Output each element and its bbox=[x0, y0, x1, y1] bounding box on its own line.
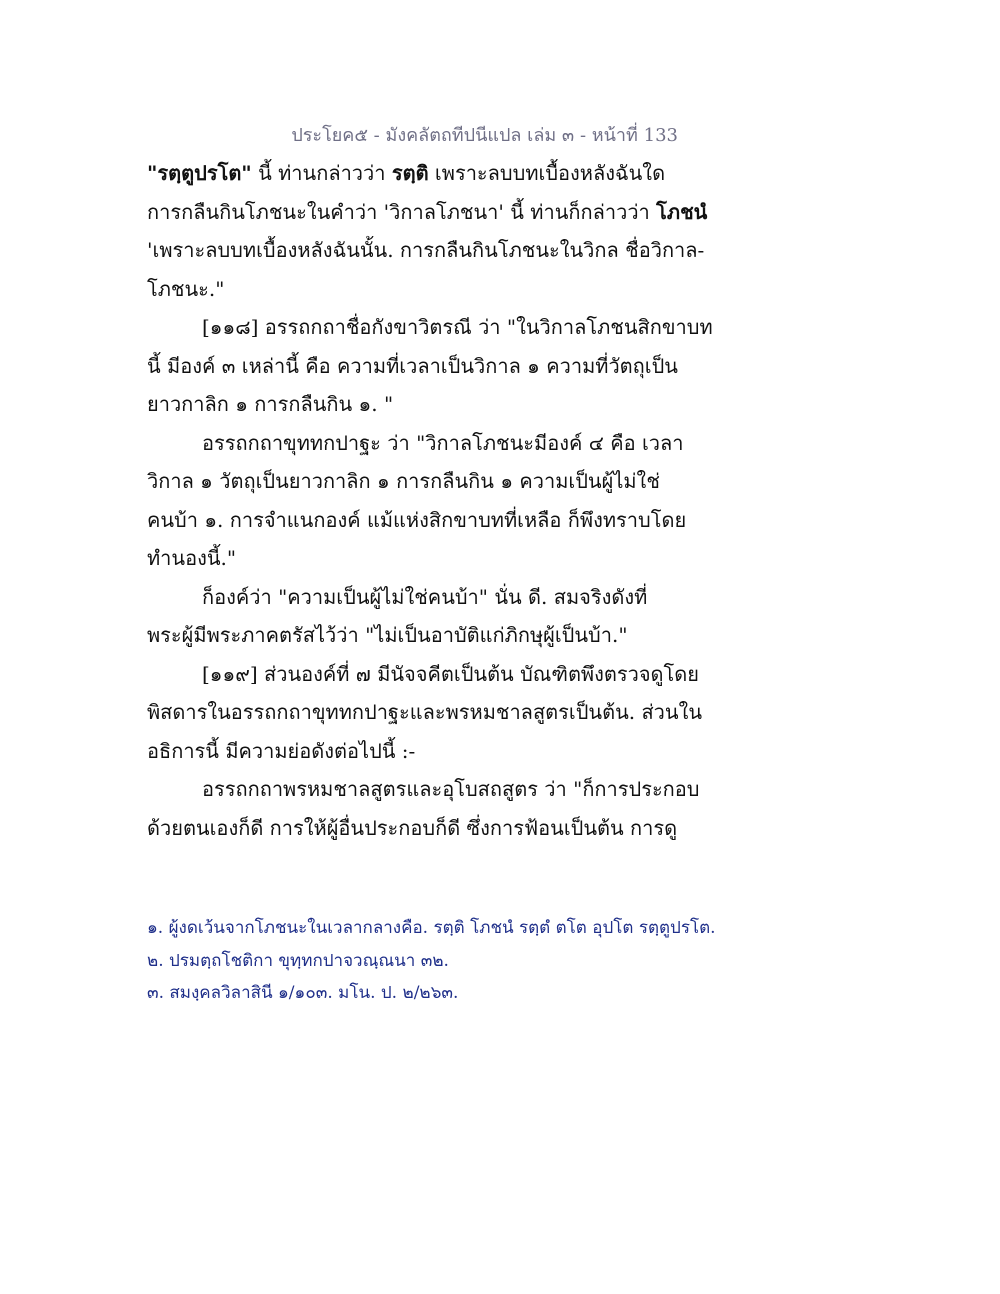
text-segment: นี้ ท่านกล่าวว่า bbox=[251, 161, 392, 185]
text-segment: การกลืนกินโภชนะในคำว่า 'วิกาลโภชนา' นี้ ท่านก็กล่าวว่า bbox=[147, 199, 657, 224]
paragraph-1-line-1 bbox=[147, 154, 707, 193]
footnotes bbox=[147, 912, 787, 1010]
paragraph-1-line-3: 'เพราะลบบทเบื้องหลังฉันนั้น. การกลืนกินโภชนะในวิกล ชื่อวิกาล- bbox=[147, 238, 705, 262]
body-text bbox=[147, 154, 713, 847]
term-bhojanam: โภชนํ bbox=[656, 199, 708, 224]
paragraph-6 bbox=[147, 770, 707, 809]
paragraph-4-cont bbox=[147, 616, 707, 655]
paragraph-3-line-3: คนบ้า ๑. การจำแนกองค์ แม้แห่งสิกขาบทที่เหลือ ก็พึงทราบโดย bbox=[147, 507, 687, 532]
paragraph-6-line-2: ด้วยตนเองก็ดี การให้ผู้อื่นประกอบก็ดี ซึ่งการฟ้อนเป็นต้น การดู bbox=[147, 815, 678, 840]
paragraph-2-cont bbox=[147, 347, 707, 424]
paragraph-1-line-4: โภชนะ." bbox=[147, 276, 225, 301]
paragraph-6-cont bbox=[147, 809, 707, 848]
paragraph-4 bbox=[147, 578, 707, 617]
paragraph-2-line-3: ยาวกาลิก ๑ การกลืนกิน ๑. " bbox=[147, 392, 394, 416]
paragraph-5-line-3: อธิการนี้ มีความย่อดังต่อไปนี้ :- bbox=[147, 738, 416, 763]
paragraph-5 bbox=[147, 655, 707, 694]
paragraph-6-line-1: อรรถกถาพรหมชาลสูตรและอุโบสถสูตร ว่า "ก็การประกอบ bbox=[202, 777, 700, 801]
footnote-2: ๒. ปรมตฺถโชติกา ขุทฺทกปาจวณฺณนา ๓๒. bbox=[147, 950, 449, 971]
paragraph-5-cont bbox=[147, 693, 707, 770]
paragraph-3-line-1: อรรถกถาขุททกปาฐะ ว่า "วิกาลโภชนะมีองค์ ๔ คือ เวลา bbox=[202, 430, 684, 455]
paragraph-2-line-1: [๑๑๘] อรรถกถาชื่อกังขาวิตรณี ว่า "ในวิกาลโภชนสิกขาบท bbox=[202, 315, 713, 339]
paragraph-3-line-4: ทำนองนี้." bbox=[147, 546, 237, 570]
paragraph-4-line-1: ก็องค์ว่า "ความเป็นผู้ไม่ใช่คนบ้า" นั่น ดี. สมจริงดังที่ bbox=[202, 584, 648, 609]
paragraph-4-line-2: พระผู้มีพระภาคตรัสไว้ว่า "ไม่เป็นอาบัติแก่ภิกษุผู้เป็นบ้า." bbox=[147, 623, 628, 647]
footnote-3: ๓. สมงฺคลวิลาสินี ๑/๑๐๓. มโน. ป. ๒/๒๖๓. bbox=[147, 983, 459, 1003]
paragraph-1 bbox=[147, 154, 707, 308]
footnote-1: ๑. ผู้งดเว้นจากโภชนะในเวลากลางคือ. รตฺติ โภชนํ รตฺตํ ตโต อุปโต รตฺตูปรโต. bbox=[147, 918, 716, 938]
paragraph-3-line-2: วิกาล ๑ วัตถุเป็นยาวกาลิก ๑ การกลืนกิน ๑ ความเป็นผู้ไม่ใช่ bbox=[147, 469, 660, 493]
running-header: ประโยค๕ - มังคลัตถทีปนีแปล เล่ม ๓ - หน้าที่ 133 bbox=[291, 125, 678, 146]
paragraph-2-line-2: นี้ มีองค์ ๓ เหล่านี้ คือ ความที่เวลาเป็นวิกาล ๑ ความที่วัตถุเป็น bbox=[147, 353, 678, 378]
paragraph-3-cont bbox=[147, 462, 707, 578]
term-ratti: รตฺติ bbox=[391, 161, 429, 185]
text-segment: เพราะลบบทเบื้องหลังฉันใด bbox=[428, 161, 666, 185]
paragraph-3 bbox=[147, 424, 707, 463]
paragraph-5-line-1: [๑๑๙] ส่วนองค์ที่ ๗ มีนัจจคีตเป็นต้น บัณฑิตพึงตรวจดูโดย bbox=[202, 661, 699, 686]
term-rattuparato: "รตฺตูปรโต" bbox=[147, 161, 252, 185]
paragraph-2 bbox=[147, 308, 713, 347]
paragraph-1-line-2 bbox=[147, 193, 707, 232]
paragraph-5-line-2: พิสดารในอรรถกถาขุททกปาฐะและพรหมชาลสูตรเป็นต้น. ส่วนใน bbox=[147, 700, 702, 724]
